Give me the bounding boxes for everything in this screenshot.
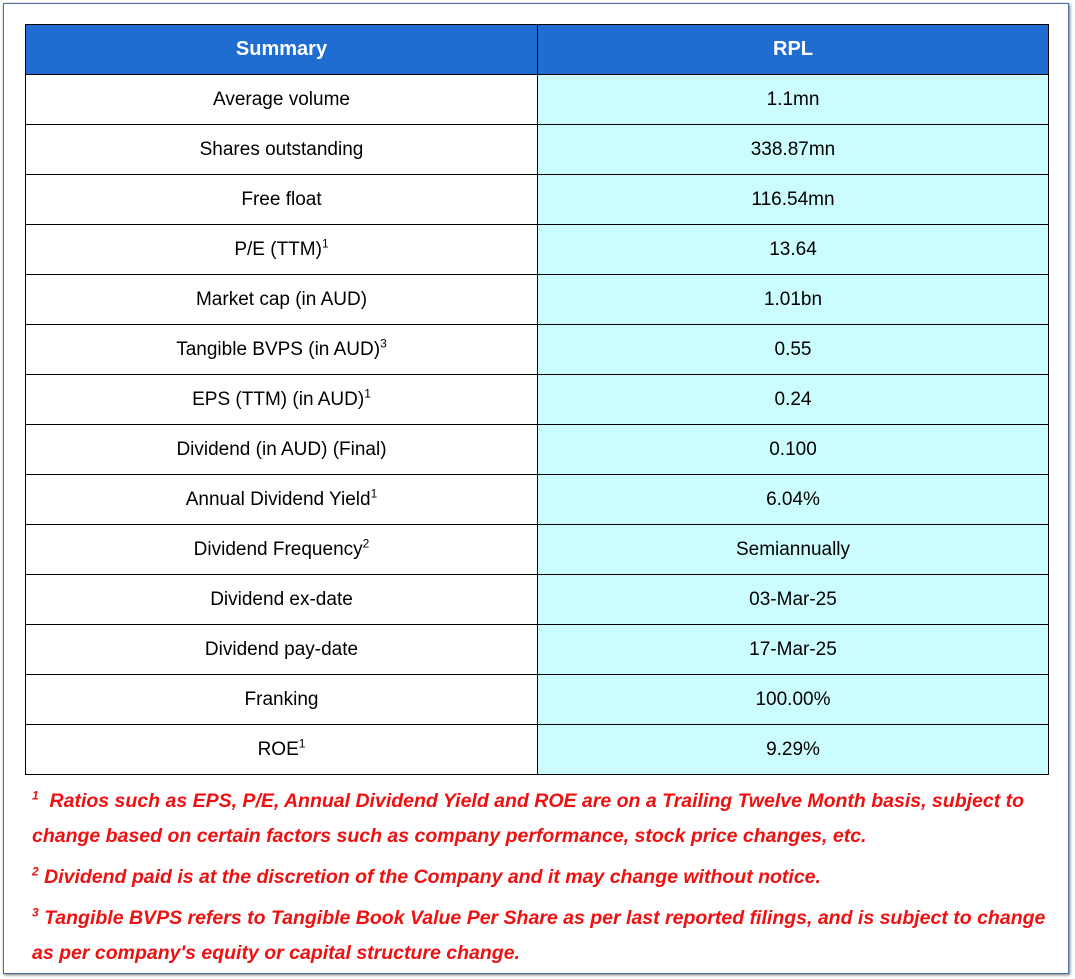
row-label-cell [26, 475, 538, 525]
header-summary: Summary [26, 25, 538, 75]
row-label-cell [26, 325, 538, 375]
footnote-2 [32, 860, 1052, 895]
table-row [26, 725, 1049, 775]
table-body [26, 75, 1049, 775]
row-label: Dividend Frequency [193, 538, 363, 560]
footnote-marker: 3 [32, 905, 39, 920]
row-value: 0.24 [538, 375, 1049, 425]
table-row [26, 175, 1049, 225]
footnote-marker: 1 [370, 486, 378, 501]
row-label: EPS (TTM) (in AUD) [192, 388, 365, 410]
footnote-1 [32, 784, 1052, 854]
row-label-cell [26, 675, 538, 725]
row-label-cell [26, 225, 538, 275]
row-label-cell [26, 175, 538, 225]
summary-table [25, 24, 1049, 775]
row-label-cell [26, 625, 538, 675]
row-value: 13.64 [538, 225, 1049, 275]
row-value: 100.00% [538, 675, 1049, 725]
footnote-marker: 1 [364, 386, 371, 401]
table-row [26, 675, 1049, 725]
row-label-cell [26, 525, 538, 575]
header-ticker: RPL [538, 25, 1049, 75]
row-value: 0.55 [538, 325, 1049, 375]
footnotes [32, 784, 1052, 977]
footnote-marker: 1 [32, 788, 39, 803]
table-row [26, 625, 1049, 675]
footnote-marker: 3 [380, 336, 387, 351]
table-row [26, 425, 1049, 475]
table-row [26, 475, 1049, 525]
row-value: 1.1mn [538, 75, 1049, 125]
row-value: 9.29% [538, 725, 1049, 775]
row-label: Dividend (in AUD) (Final) [176, 438, 387, 460]
row-label: Shares outstanding [199, 138, 364, 160]
row-value: 0.100 [538, 425, 1049, 475]
row-label: Market cap (in AUD) [195, 288, 368, 310]
table-row [26, 325, 1049, 375]
footnote-text: Tangible BVPS refers to Tangible Book Value Per Share as per last reported filings, and is subject to change as per company's equity or capital structure change. [32, 907, 1046, 964]
table-row [26, 125, 1049, 175]
footnote-marker: 2 [32, 864, 39, 879]
row-value: 116.54mn [538, 175, 1049, 225]
summary-panel [3, 3, 1069, 974]
row-label-cell [26, 375, 538, 425]
row-label: P/E (TTM) [234, 238, 322, 260]
row-label: Annual Dividend Yield [185, 488, 371, 510]
row-value: Semiannually [538, 525, 1049, 575]
row-value: 6.04% [538, 475, 1049, 525]
table-header-row [26, 25, 1049, 75]
row-label-cell [26, 75, 538, 125]
row-label-cell [26, 275, 538, 325]
row-value: 03-Mar-25 [538, 575, 1049, 625]
footnote-text: Dividend paid is at the discretion of the Company and it may change without notice. [44, 866, 821, 888]
row-label: Dividend pay-date [204, 638, 359, 660]
row-label: Franking [244, 688, 319, 710]
row-label: Average volume [213, 88, 350, 110]
table-row [26, 525, 1049, 575]
row-value: 338.87mn [538, 125, 1049, 175]
row-label-cell [26, 425, 538, 475]
row-label: ROE [257, 738, 299, 760]
footnote-3 [32, 901, 1052, 971]
row-value: 1.01bn [538, 275, 1049, 325]
table-row [26, 75, 1049, 125]
row-label: Free float [241, 188, 322, 210]
table-row [26, 275, 1049, 325]
table-row [26, 375, 1049, 425]
table-row [26, 575, 1049, 625]
footnote-text: Ratios such as EPS, P/E, Annual Dividend Yield and ROE are on a Trailing Twelve Month basis, subject to change based on certain factors such as company performance, stock price changes, etc. [32, 790, 1025, 847]
row-label: Tangible BVPS (in AUD) [176, 338, 381, 360]
row-label-cell [26, 725, 538, 775]
table-row [26, 225, 1049, 275]
row-label-cell [26, 125, 538, 175]
footnote-marker: 2 [362, 536, 370, 551]
row-label-cell [26, 575, 538, 625]
row-value: 17-Mar-25 [538, 625, 1049, 675]
row-label: Dividend ex-date [210, 588, 353, 610]
footnote-marker: 1 [321, 236, 329, 251]
footnote-marker: 1 [298, 736, 306, 751]
